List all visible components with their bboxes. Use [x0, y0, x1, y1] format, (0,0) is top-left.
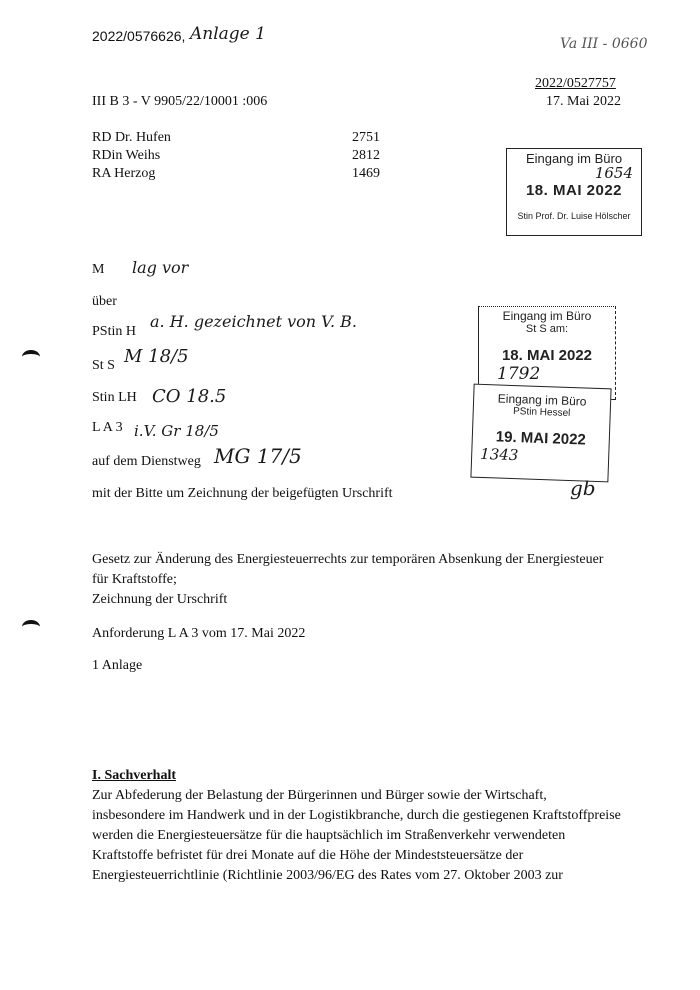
routing-stinlh: Stin LH	[92, 390, 137, 405]
stamp-title: Eingang im Büro	[497, 391, 587, 409]
routing-m: M	[92, 262, 105, 277]
reference-number: 2022/0527757	[535, 76, 616, 91]
body-line: werden die Energiesteuersätze für die hauptsächlich im Straßenverkehr verwendeten	[92, 828, 566, 843]
handwritten-la3-note: i.V. Gr 18/5	[134, 422, 219, 440]
body-line: Kraftstoffe befristet für drei Monate auf die Höhe der Mindeststeuersätze der	[92, 848, 524, 863]
handwritten-lag-vor: lag vor	[132, 258, 189, 277]
stamp-date: 19. MAI 2022	[495, 428, 587, 449]
contact-name: RDin Weihs	[92, 148, 161, 163]
stamp-number: 1654	[594, 164, 633, 182]
document-number: 2022/0576626,	[92, 28, 186, 44]
contact-extension: 2812	[352, 148, 380, 163]
body-line: Zur Abfederung der Belastung der Bürgerinnen und Bürger sowie der Wirtschaft,	[92, 788, 547, 803]
routing-sts: St S	[92, 358, 115, 373]
handwritten-attachment-note: Anlage 1	[190, 24, 266, 44]
body-line: insbesondere im Handwerk und in der Logistikbranche, durch die gestiegenen Kraftstoffpreise	[92, 808, 621, 823]
handwritten-dienstweg-note: MG 17/5	[214, 444, 302, 468]
stamp-title: Eingang im Büro	[525, 151, 623, 166]
receipt-stamp-pstin	[470, 384, 611, 483]
section-heading: I. Sachverhalt	[92, 768, 176, 783]
handwritten-top-right-note: Va III - 0660	[560, 36, 648, 52]
subject-line: Zeichnung der Urschrift	[92, 592, 228, 607]
punch-hole-mark	[22, 350, 40, 364]
stamp-subtitle: St S am:	[525, 323, 569, 335]
contact-extension: 1469	[352, 166, 380, 181]
contact-extension: 2751	[352, 130, 380, 145]
stamp-date: 18. MAI 2022	[525, 182, 623, 199]
handwritten-sts-note: M 18/5	[124, 346, 189, 367]
handwritten-initials: gb	[570, 476, 596, 500]
stamp-subtitle: PStin Hessel	[512, 406, 571, 420]
stamp-footer: Stin Prof. Dr. Luise Hölscher	[517, 211, 631, 221]
stamp-title: Eingang im Büro	[502, 309, 592, 323]
handwritten-stinlh-note: CO 18.5	[152, 386, 227, 407]
stamp-number: 1792	[497, 364, 541, 384]
contact-name: RD Dr. Hufen	[92, 130, 171, 145]
file-reference: III B 3 - V 9905/22/10001 :006	[92, 94, 268, 109]
contact-name: RA Herzog	[92, 166, 156, 181]
attachment-count: 1 Anlage	[92, 658, 143, 673]
routing-request: mit der Bitte um Zeichnung der beigefügten Urschrift	[92, 486, 393, 501]
punch-hole-mark	[22, 620, 40, 634]
stamp-number: 1343	[479, 444, 519, 465]
document-date: 17. Mai 2022	[546, 94, 622, 109]
stamp-date: 18. MAI 2022	[501, 347, 593, 364]
routing-dienstweg: auf dem Dienstweg	[92, 454, 201, 469]
request-reference: Anforderung L A 3 vom 17. Mai 2022	[92, 626, 306, 641]
routing-la3: L A 3	[92, 420, 123, 435]
routing-ueber: über	[92, 294, 117, 309]
routing-pstin: PStin H	[92, 324, 136, 339]
subject-line: Gesetz zur Änderung des Energiesteuerrechts zur temporären Absenkung der Energiesteuer	[92, 552, 604, 567]
body-line: Energiesteuerrichtlinie (Richtlinie 2003/96/EG des Rates vom 27. Oktober 2003 zur	[92, 868, 563, 883]
subject-line: für Kraftstoffe;	[92, 572, 177, 587]
receipt-stamp-stin	[506, 148, 642, 236]
handwritten-pstin-note: a. H. gezeichnet von V. B.	[150, 312, 357, 331]
